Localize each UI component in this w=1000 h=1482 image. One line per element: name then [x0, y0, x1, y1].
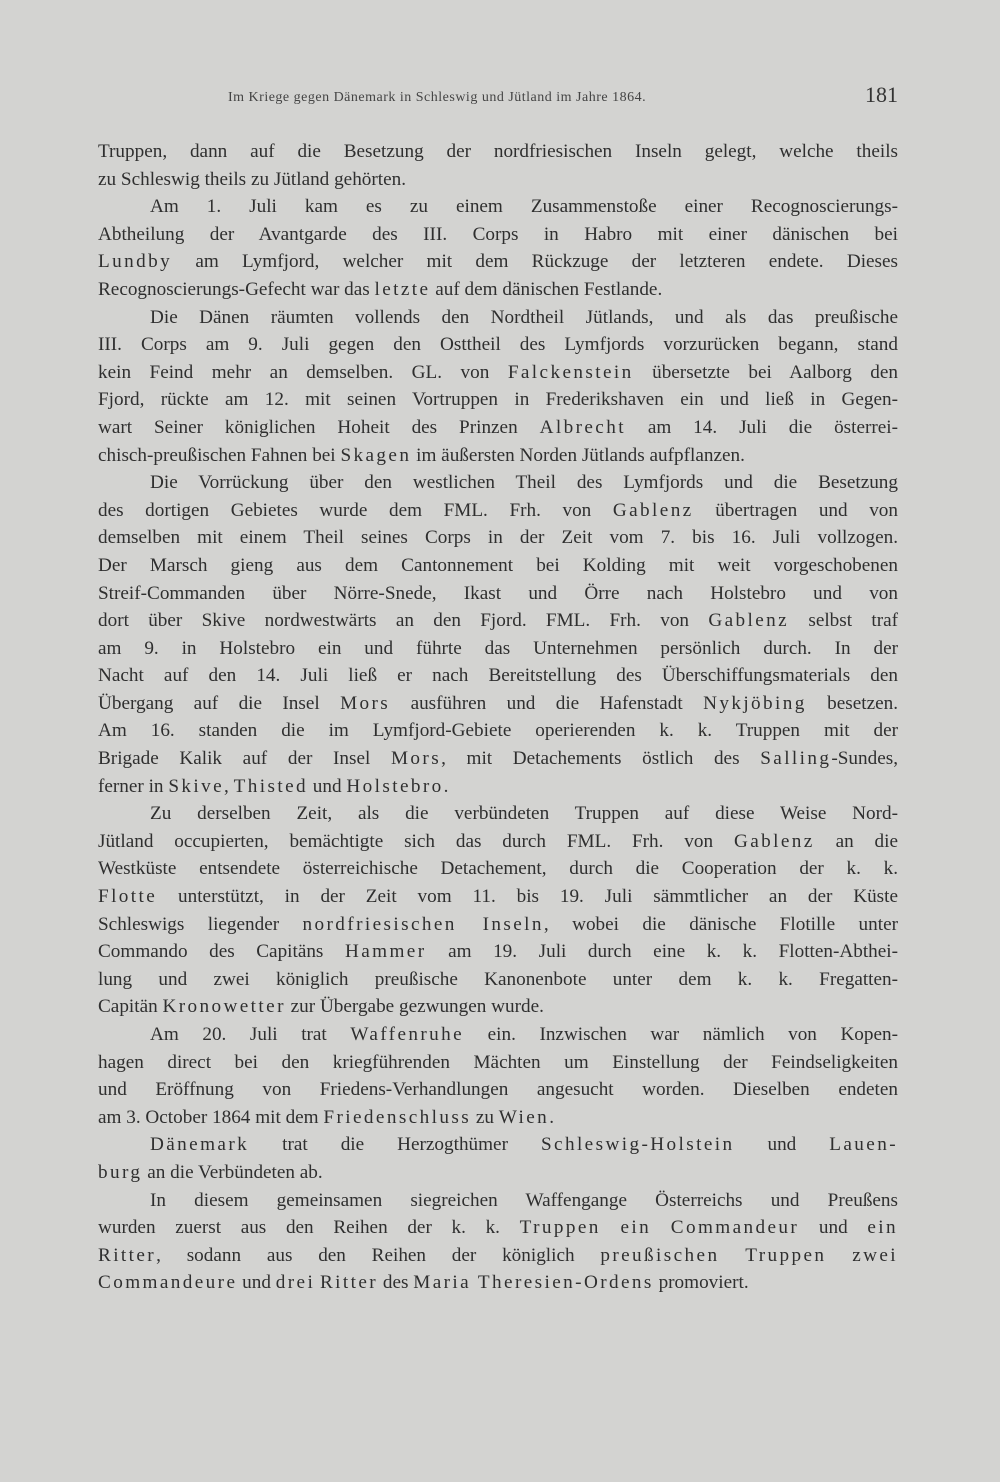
- text-line: [98, 607, 898, 635]
- spaced-text: Friedenschluss: [323, 1106, 472, 1128]
- text-line: [98, 883, 898, 911]
- text-line: [98, 524, 898, 552]
- text-segment: Brigade Kalik auf der Insel: [98, 748, 391, 770]
- text-segment: auf dem dänischen Festlande.: [430, 278, 663, 300]
- text-line: [98, 966, 898, 994]
- text-segment: Zu derselben Zeit, als die verbündeten Truppen auf diese Weise Nord-: [150, 803, 898, 825]
- text-segment: [601, 1217, 621, 1238]
- text-segment: am 14. Juli die österrei-: [625, 416, 898, 438]
- text-segment: im äußersten Norden Jütlands aufpflanzen.: [411, 444, 745, 466]
- text-line: [98, 745, 898, 773]
- text-segment: des: [378, 1272, 414, 1294]
- text-line: [98, 1159, 898, 1187]
- page-number: 181: [865, 82, 898, 107]
- text-segment: demselben mit einem Theil seines Corps in der Zeit vom 7. bis 16. Juli vollzogen.: [98, 527, 898, 549]
- text-segment: Recognoscierungs-Gefecht war das: [98, 278, 375, 300]
- text-line: [98, 1104, 898, 1132]
- spaced-text: Hammer: [344, 941, 427, 963]
- spaced-text: Waffenruhe: [350, 1024, 465, 1045]
- spaced-text: Ritter: [319, 1272, 379, 1294]
- spaced-text: Dänemark: [150, 1134, 250, 1156]
- text-line: [98, 497, 898, 525]
- text-segment: ,: [224, 775, 234, 797]
- text-line: [98, 414, 898, 442]
- text-line: [98, 800, 898, 828]
- text-segment: Am 20. Juli trat: [150, 1024, 351, 1045]
- spaced-text: zwei: [852, 1244, 899, 1266]
- spaced-text: preußischen: [600, 1244, 720, 1266]
- spaced-text: Ritter: [98, 1244, 157, 1266]
- text-segment: [651, 1217, 671, 1238]
- spaced-text: Skive: [168, 775, 225, 797]
- spaced-text: ein: [867, 1217, 898, 1239]
- text-segment: Jütland occupierten, bemächtigte sich das durch FML. Frh. von: [98, 830, 734, 852]
- text-segment: Der Marsch gieng aus dem Cantonnement bei Kolding mit weit vorgeschobenen: [98, 554, 898, 576]
- text-segment: und: [308, 775, 347, 797]
- spaced-text: Truppen: [745, 1244, 827, 1266]
- text-segment: und: [799, 1217, 868, 1239]
- body-text: [98, 138, 898, 1297]
- text-segment: am 3. October 1864 mit dem: [98, 1106, 324, 1128]
- spaced-text: Maria Theresien-Ordens: [413, 1272, 654, 1294]
- text-segment: Am 1. Juli kam es zu einem Zusammenstoße einer Recognoscierungs-: [150, 196, 898, 218]
- text-line: [98, 717, 898, 745]
- spaced-text: Thisted: [233, 775, 308, 797]
- text-segment: zu: [471, 1106, 499, 1128]
- spaced-text: Lauen-: [829, 1134, 898, 1156]
- text-line: [98, 993, 898, 1021]
- spaced-text: Commandeure: [98, 1272, 238, 1294]
- text-line: [98, 662, 898, 690]
- spaced-text: letzte: [374, 278, 431, 300]
- spaced-text: Wien: [498, 1106, 550, 1128]
- text-segment: III. Corps am 9. Juli gegen den Osttheil des Lymfjords vorzurücken begann, stand: [98, 334, 898, 356]
- spaced-text: Gablenz: [708, 610, 790, 632]
- text-line: [98, 1242, 898, 1270]
- spaced-text: nordfriesischen Inseln: [302, 913, 544, 935]
- text-segment: Schleswigs liegender: [98, 913, 303, 935]
- text-line: [98, 1076, 898, 1104]
- text-segment: ein. Inzwischen war nämlich von Kopen-: [464, 1024, 898, 1045]
- text-line: [98, 221, 898, 249]
- text-line: [98, 166, 898, 194]
- text-line: [98, 855, 898, 883]
- text-segment: Fjord, rückte am 12. mit seinen Vortruppen in Frederikshaven ein und ließ in Gegen-: [98, 389, 898, 411]
- text-segment: am Lymfjord, welcher mit dem Rückzuge der letzteren endete. Dieses: [172, 251, 898, 273]
- text-line: [98, 552, 898, 580]
- spaced-text: Nykjöbing: [703, 692, 807, 714]
- text-segment: promoviert.: [653, 1272, 749, 1294]
- text-segment: chisch-preußischen Fahnen bei: [98, 444, 341, 466]
- text-line: [98, 331, 898, 359]
- text-segment: am 19. Juli durch eine k. k. Flotten-Abthei-: [426, 941, 898, 963]
- spaced-text: Gablenz: [733, 830, 815, 852]
- spaced-text: Kronowetter: [162, 996, 286, 1018]
- text-segment: trat die Herzogthümer: [249, 1134, 541, 1156]
- text-line: [98, 359, 898, 387]
- spaced-text: Lundby: [98, 251, 173, 273]
- text-line: [98, 248, 898, 276]
- text-line: [98, 1021, 898, 1049]
- spaced-text: Schleswig-Holstein: [540, 1134, 735, 1156]
- text-segment: besetzen.: [806, 692, 898, 714]
- text-segment: -Sundes,: [831, 748, 898, 770]
- text-line: [98, 304, 898, 332]
- text-segment: Nacht auf den 14. Juli ließ er nach Bereitstellung des Überschiffungsmaterials den: [98, 665, 898, 687]
- text-segment: Am 16. standen die im Lymfjord-Gebiete operierenden k. k. Truppen mit der: [98, 720, 898, 742]
- spaced-text: Albrecht: [539, 416, 626, 438]
- spaced-text: Skagen: [340, 444, 412, 466]
- text-line: [98, 469, 898, 497]
- text-segment: , mit Detachements östlich des: [441, 748, 761, 770]
- text-line: [98, 580, 898, 608]
- text-segment: übertragen und von: [693, 499, 898, 521]
- text-segment: Truppen, dann auf die Besetzung der nordfriesischen Inseln gelegt, welche theils: [98, 141, 898, 162]
- text-segment: und: [734, 1134, 830, 1156]
- text-segment: , sodann aus den Reihen der königlich: [156, 1244, 601, 1266]
- text-segment: dort über Skive nordwestwärts an den Fjord. FML. Frh. von: [98, 610, 709, 632]
- text-segment: kein Feind mehr an demselben. GL. von: [98, 361, 508, 383]
- text-line: [98, 911, 898, 939]
- text-segment: und: [237, 1272, 276, 1294]
- text-segment: ferner in: [98, 775, 169, 797]
- text-segment: des dortigen Gebietes wurde dem FML. Frh. von: [98, 499, 613, 521]
- text-line: [98, 635, 898, 663]
- spaced-text: drei: [275, 1272, 316, 1294]
- text-segment: übersetzte bei Aalborg den: [633, 361, 898, 383]
- text-segment: lung und zwei königlich preußische Kanonenbote unter dem k. k. Fregatten-: [98, 968, 898, 990]
- text-line: [98, 1269, 898, 1297]
- text-line: [98, 1214, 898, 1242]
- text-segment: Abtheilung der Avantgarde des III. Corps in Habro mit einer dänischen bei: [98, 223, 898, 245]
- text-segment: [719, 1245, 745, 1266]
- text-line: [98, 386, 898, 414]
- text-line: [98, 1187, 898, 1215]
- text-line: [98, 442, 898, 470]
- spaced-text: burg: [98, 1161, 143, 1183]
- text-segment: Commando des Capitäns: [98, 941, 345, 963]
- text-segment: .: [549, 1106, 554, 1128]
- text-line: [98, 138, 898, 166]
- text-line: [98, 773, 898, 801]
- text-segment: am 9. in Holstebro ein und führte das Unternehmen persönlich durch. In der: [98, 637, 898, 659]
- spaced-text: Commandeur: [670, 1217, 800, 1239]
- text-segment: Capitän: [98, 996, 163, 1018]
- text-segment: Die Vorrückung über den westlichen Theil des Lymfjords und die Besetzung: [150, 472, 898, 494]
- text-segment: zu Schleswig theils zu Jütland gehörten.: [98, 168, 407, 190]
- text-segment: wurden zuerst aus den Reihen der k. k.: [98, 1217, 520, 1239]
- spaced-text: Mors: [340, 692, 391, 714]
- text-segment: hagen direct bei den kriegführenden Mächten um Einstellung der Feindseligkeiten: [98, 1051, 898, 1073]
- spaced-text: Falckenstein: [507, 361, 634, 383]
- text-line: [98, 1049, 898, 1077]
- spaced-text: Holstebro: [346, 775, 444, 797]
- spaced-text: Mors: [390, 748, 442, 770]
- spaced-text: ein: [620, 1217, 652, 1239]
- text-line: [98, 1131, 898, 1159]
- text-segment: wart Seiner königlichen Hoheit des Prinzen: [98, 416, 540, 438]
- text-segment: .: [443, 775, 449, 797]
- text-line: [98, 938, 898, 966]
- text-segment: [826, 1245, 852, 1266]
- page-header: [98, 82, 898, 118]
- text-line: [98, 690, 898, 718]
- spaced-text: Flotte: [98, 886, 158, 908]
- text-segment: In diesem gemeinsamen siegreichen Waffengange Österreichs und Preußens: [150, 1189, 898, 1211]
- text-segment: Die Dänen räumten vollends den Nordtheil Jütlands, und als das preußische: [150, 306, 898, 328]
- spaced-text: Gablenz: [612, 499, 694, 521]
- text-line: [98, 276, 898, 304]
- text-line: [98, 828, 898, 856]
- text-segment: unterstützt, in der Zeit vom 11. bis 19. Juli sämmtlicher an der Küste: [157, 886, 898, 908]
- text-segment: ausführen und die Hafenstadt: [390, 692, 704, 714]
- spaced-text: Salling: [760, 748, 832, 770]
- text-segment: Übergang auf die Insel: [98, 692, 341, 714]
- text-segment: selbst traf: [789, 610, 898, 632]
- text-segment: und Eröffnung von Friedens-Verhandlungen angesucht worden. Dieselben endeten: [98, 1079, 898, 1101]
- spaced-text: Truppen: [519, 1217, 601, 1239]
- text-line: [98, 193, 898, 221]
- text-segment: Streif-Commanden über Nörre-Snede, Ikast und Örre nach Holstebro und von: [98, 582, 898, 604]
- text-segment: Westküste entsendete österreichische Detachement, durch die Cooperation der k. k.: [98, 858, 898, 880]
- text-segment: zur Übergabe gezwungen wurde.: [285, 996, 544, 1018]
- running-title: Im Kriege gegen Dänemark in Schleswig und Jütland im Jahre 1864.: [228, 90, 647, 105]
- text-segment: an die Verbündeten ab.: [142, 1161, 323, 1183]
- text-segment: an die: [814, 830, 898, 852]
- text-segment: , wobei die dänische Flotille unter: [543, 913, 898, 935]
